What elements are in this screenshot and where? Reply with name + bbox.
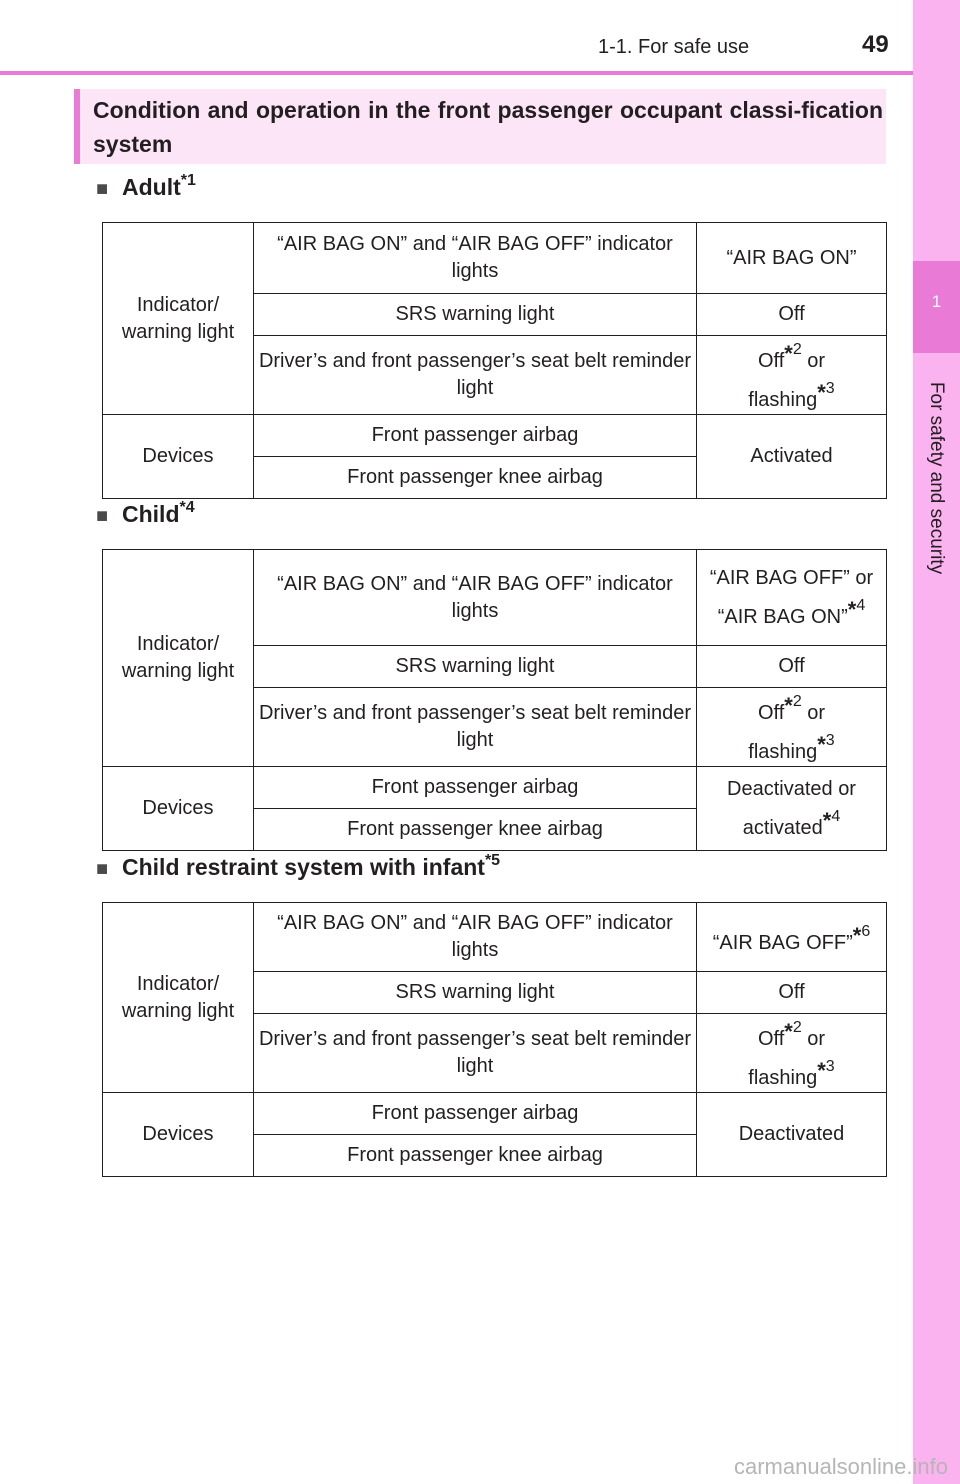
indicator-value-line1: “AIR BAG OFF” or xyxy=(709,566,874,589)
off-text: Off xyxy=(757,350,785,372)
footnote-mark: *$^2$ xyxy=(784,693,802,718)
group-indicator-cell: Indicator/ warning light xyxy=(103,550,254,767)
srs-cell: SRS warning light xyxy=(254,294,697,336)
infant-footnote: *5 xyxy=(484,852,501,869)
adult-footnote: *1 xyxy=(180,172,196,189)
seatbelt-cell: Driver’s and front passenger’s seat belt reminder light xyxy=(254,688,697,767)
knee-airbag-cell: Front passenger knee airbag xyxy=(254,457,697,499)
off-text: Off xyxy=(757,1028,785,1050)
flashing-text: flashing xyxy=(748,389,818,411)
watermark: carmanualsonline.info xyxy=(733,1454,948,1479)
footnote-mark: *$^3$ xyxy=(817,380,835,405)
infant-heading xyxy=(96,852,500,881)
square-bullet-icon: ■ xyxy=(96,505,109,527)
footnote-mark: *$^3$ xyxy=(817,732,835,757)
knee-airbag-cell: Front passenger knee airbag xyxy=(254,1135,697,1177)
seatbelt-cell: Driver’s and front passenger’s seat belt reminder light xyxy=(254,336,697,415)
adult-title: Adult xyxy=(122,174,181,200)
devices-value-cell: Activated xyxy=(697,415,887,499)
section-heading: Condition and operation in the front passenger occupant classi-fication system xyxy=(93,97,883,157)
infant-title: Child restraint system with infant xyxy=(122,854,485,880)
group-devices-cell: Devices xyxy=(103,1093,254,1177)
flashing-text: flashing xyxy=(748,1067,818,1089)
srs-cell: SRS warning light xyxy=(254,646,697,688)
devices-value-cell xyxy=(697,767,887,851)
adult-heading xyxy=(96,172,196,201)
chapter-number: 1 xyxy=(931,292,942,311)
off-text: Off xyxy=(757,702,785,724)
devices-value-line2: activated xyxy=(742,816,823,839)
or-text: or xyxy=(801,702,826,724)
seatbelt-value-cell xyxy=(697,688,887,767)
seatbelt-value-cell xyxy=(697,336,887,415)
indicator-value-text: “AIR BAG OFF” xyxy=(712,931,853,954)
srs-value-cell: Off xyxy=(697,972,887,1014)
footnote-mark: *$^6$ xyxy=(852,922,871,948)
footnote-mark: *$^4$ xyxy=(822,807,841,833)
group-indicator-cell: Indicator/ warning light xyxy=(103,223,254,415)
knee-airbag-cell: Front passenger knee airbag xyxy=(254,809,697,851)
indicator-lights-cell: “AIR BAG ON” and “AIR BAG OFF” indicator lights xyxy=(254,903,697,972)
indicator-value-cell xyxy=(697,903,887,972)
srs-value-cell: Off xyxy=(697,294,887,336)
side-tab xyxy=(913,0,960,1484)
airbag-cell: Front passenger airbag xyxy=(254,415,697,457)
table-row xyxy=(103,223,887,294)
indicator-value-cell: “AIR BAG ON” xyxy=(697,223,887,294)
table-row xyxy=(103,550,887,646)
seatbelt-cell: Driver’s and front passenger’s seat belt reminder light xyxy=(254,1014,697,1093)
table-row xyxy=(103,767,887,809)
chapter-title: For safety and security xyxy=(926,381,947,575)
footnote-mark: *$^2$ xyxy=(784,1019,802,1044)
devices-value-cell: Deactivated xyxy=(697,1093,887,1177)
or-text: or xyxy=(801,1028,826,1050)
table-row xyxy=(103,903,887,972)
indicator-lights-cell: “AIR BAG ON” and “AIR BAG OFF” indicator lights xyxy=(254,223,697,294)
indicator-value-cell xyxy=(697,550,887,646)
group-indicator-cell: Indicator/ warning light xyxy=(103,903,254,1093)
table-row xyxy=(103,415,887,457)
group-devices-cell: Devices xyxy=(103,767,254,851)
flashing-text: flashing xyxy=(748,741,818,763)
srs-cell: SRS warning light xyxy=(254,972,697,1014)
footnote-mark: *$^2$ xyxy=(784,341,802,366)
child-title: Child xyxy=(122,501,180,527)
infant-table xyxy=(102,902,887,1177)
table-row xyxy=(103,1093,887,1135)
group-devices-cell: Devices xyxy=(103,415,254,499)
square-bullet-icon: ■ xyxy=(96,858,109,880)
or-text: or xyxy=(801,350,826,372)
seatbelt-value-cell xyxy=(697,1014,887,1093)
section-label: 1-1. For safe use xyxy=(598,36,750,58)
indicator-lights-cell: “AIR BAG ON” and “AIR BAG OFF” indicator lights xyxy=(254,550,697,646)
square-bullet-icon: ■ xyxy=(96,178,109,200)
srs-value-cell: Off xyxy=(697,646,887,688)
child-footnote: *4 xyxy=(179,499,195,516)
adult-table xyxy=(102,222,887,499)
footnote-mark: *$^3$ xyxy=(817,1058,835,1083)
devices-value-line1: Deactivated or xyxy=(727,777,856,800)
footnote-mark: *$^4$ xyxy=(847,596,866,622)
child-table xyxy=(102,549,887,851)
indicator-value-line2: “AIR BAG ON” xyxy=(717,605,848,628)
page-number: 49 xyxy=(862,31,889,58)
airbag-cell: Front passenger airbag xyxy=(254,767,697,809)
header-rule xyxy=(0,71,913,75)
airbag-cell: Front passenger airbag xyxy=(254,1093,697,1135)
child-heading xyxy=(96,499,195,528)
